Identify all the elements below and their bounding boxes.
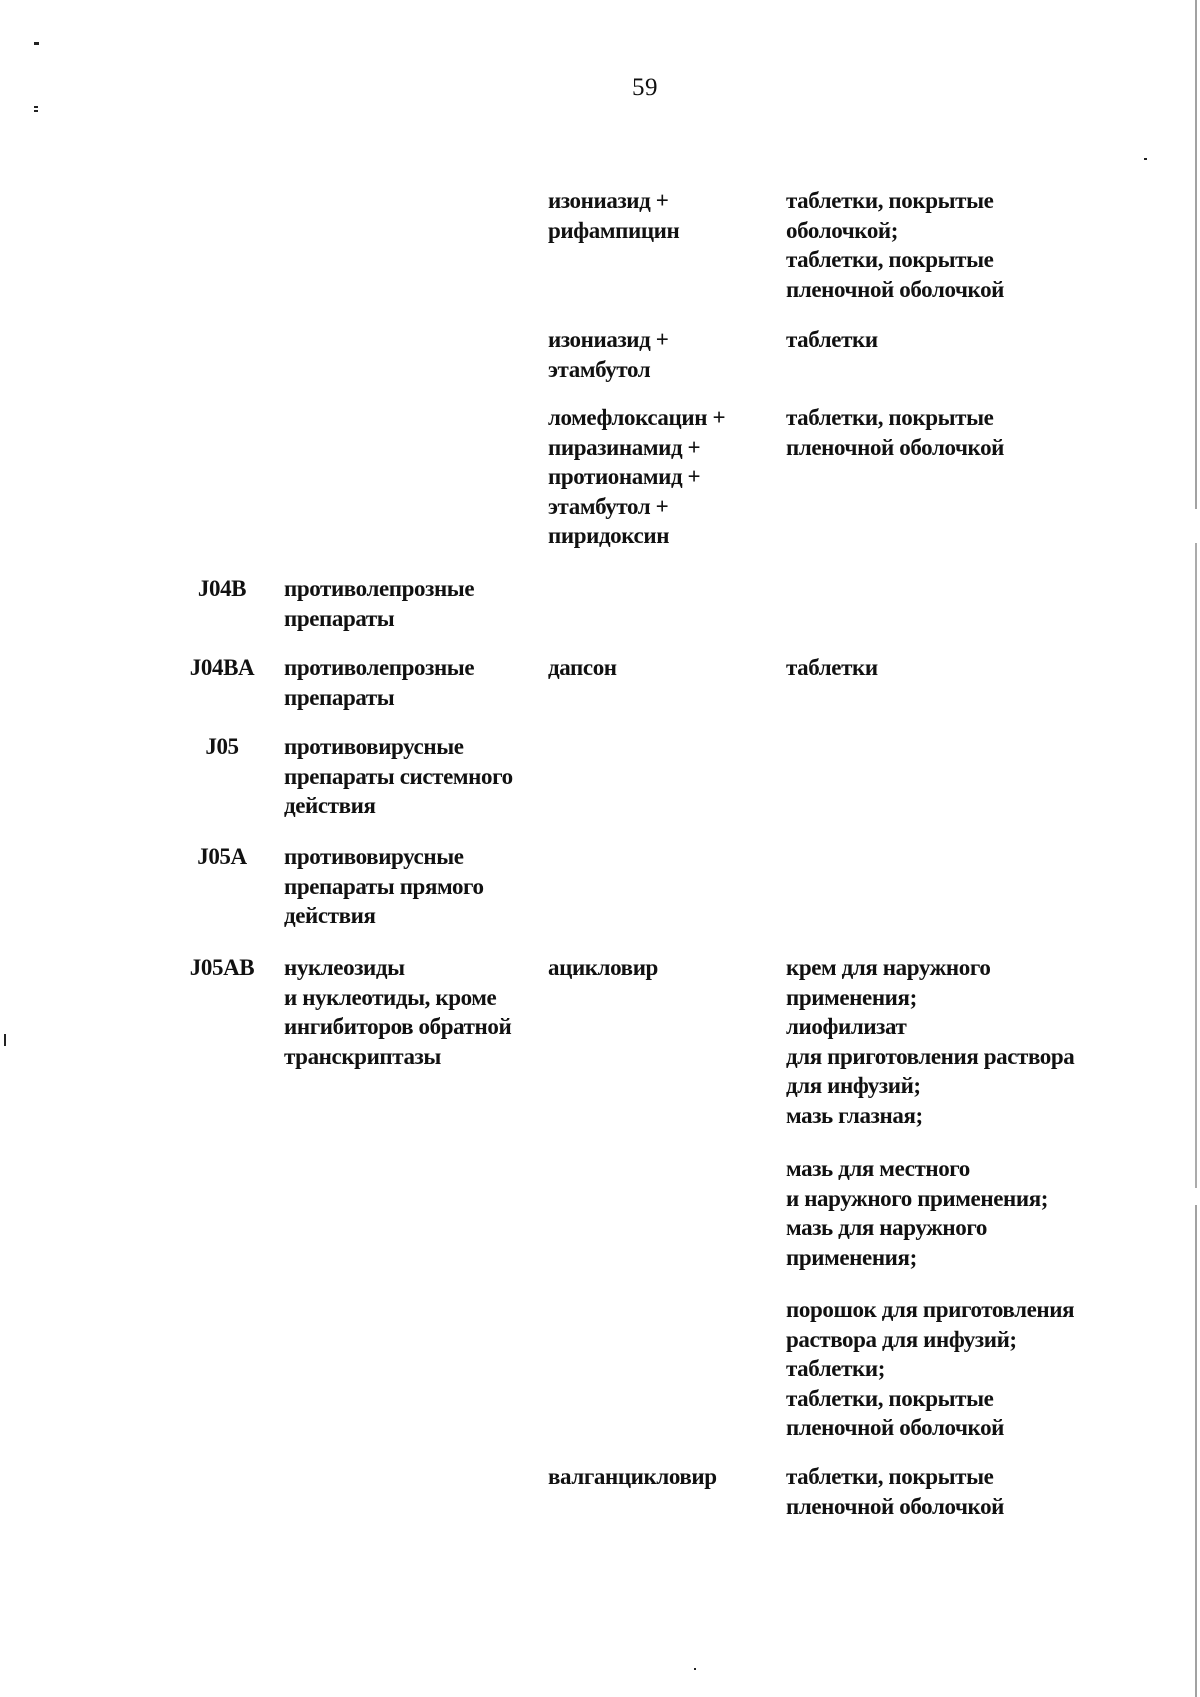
scan-speck <box>34 106 38 108</box>
dosage-forms <box>786 325 1096 355</box>
form-line: таблетки, покрытые <box>786 1464 994 1489</box>
group-name-line: нуклеозиды <box>284 955 405 980</box>
atc-code: J05 <box>205 734 239 759</box>
form-line: таблетки, покрытые <box>786 405 994 430</box>
group-name-line: препараты <box>284 605 395 631</box>
dosage-forms <box>786 1154 1096 1272</box>
group-name <box>284 574 544 633</box>
form-line: раствора для инфузий; <box>786 1326 1017 1352</box>
form-line: порошок для приготовления <box>786 1297 1075 1322</box>
form-line: мазь для наружного <box>786 1215 987 1240</box>
group-name <box>284 732 544 821</box>
form-line: мазь глазная; <box>786 1102 923 1128</box>
form-line: пленочной оболочкой <box>786 434 1005 460</box>
scan-edge-line <box>1195 0 1197 1697</box>
atc-code: J05AB <box>189 955 255 980</box>
form-line: крем для наружного <box>786 955 991 980</box>
form-line: применения; <box>786 1244 917 1270</box>
atc-code: J05A <box>197 844 247 869</box>
dosage-forms <box>786 186 1096 304</box>
group-name-line: препараты системного <box>284 763 513 789</box>
scan-speck <box>4 1034 6 1046</box>
page-number: 59 <box>632 74 658 101</box>
group-name-line: действия <box>284 903 376 928</box>
scan-speck <box>694 1668 696 1670</box>
drug-line: рифампицин <box>548 217 680 243</box>
form-line: для инфузий; <box>786 1073 921 1098</box>
drug-line: изониазид + <box>548 188 669 213</box>
drug-line: протионамид + <box>548 464 701 489</box>
dosage-forms <box>786 953 1096 1130</box>
dosage-forms <box>786 653 1096 683</box>
form-line: таблетки, покрытые <box>786 188 994 213</box>
form-line: таблетки, покрытые <box>786 247 994 272</box>
dosage-forms <box>786 1295 1096 1443</box>
drug-name <box>548 325 778 384</box>
group-name-line: противовирусные <box>284 734 464 759</box>
atc-code: J04B <box>197 576 247 601</box>
drug-line: изониазид + <box>548 327 669 352</box>
form-line: таблетки, покрытые <box>786 1385 994 1411</box>
drug-line: этамбутол <box>548 356 651 382</box>
drug-line: этамбутол + <box>548 493 669 519</box>
group-name-line: действия <box>284 793 376 818</box>
form-line: таблетки; <box>786 1356 885 1381</box>
scan-speck <box>34 110 38 112</box>
drug-line: ломефлоксацин + <box>548 405 726 430</box>
group-name-line: транскриптазы <box>284 1043 441 1069</box>
group-name-line: препараты прямого <box>284 873 484 899</box>
group-name-line: противовирусные <box>284 844 464 869</box>
form-line: пленочной оболочкой <box>786 1415 1005 1440</box>
group-name-line: ингибиторов обратной <box>284 1014 512 1039</box>
group-name <box>284 842 544 931</box>
dosage-forms <box>786 403 1096 462</box>
drug-line: ацикловир <box>548 955 658 980</box>
form-line: применения; <box>786 984 917 1010</box>
group-name-line: и нуклеотиды, кроме <box>284 984 497 1010</box>
drug-line: пиразинамид + <box>548 434 701 460</box>
form-line: пленочной оболочкой <box>786 1493 1005 1519</box>
form-line: таблетки <box>786 327 878 352</box>
form-line: пленочной оболочкой <box>786 276 1005 302</box>
drug-name <box>548 653 778 683</box>
atc-code: J04BA <box>189 655 255 680</box>
group-name <box>284 953 544 1071</box>
dosage-forms <box>786 1462 1096 1521</box>
form-line: лиофилизат <box>786 1014 907 1039</box>
drug-name <box>548 953 778 983</box>
form-line: и наружного применения; <box>786 1185 1049 1211</box>
drug-line: дапсон <box>548 655 617 680</box>
group-name-line: противолепрозные <box>284 576 475 601</box>
group-name-line: препараты <box>284 684 395 710</box>
group-name-line: противолепрозные <box>284 655 475 680</box>
scan-speck <box>1144 158 1147 160</box>
group-name <box>284 653 544 712</box>
drug-line: валганцикловир <box>548 1464 717 1489</box>
drug-name <box>548 1462 778 1492</box>
drug-name <box>548 186 778 245</box>
form-line: мазь для местного <box>786 1156 970 1181</box>
scan-speck <box>34 42 39 45</box>
form-line: для приготовления раствора <box>786 1043 1075 1069</box>
form-line: оболочкой; <box>786 217 899 243</box>
drug-name <box>548 403 778 551</box>
form-line: таблетки <box>786 655 878 680</box>
drug-line: пиридоксин <box>548 523 670 548</box>
